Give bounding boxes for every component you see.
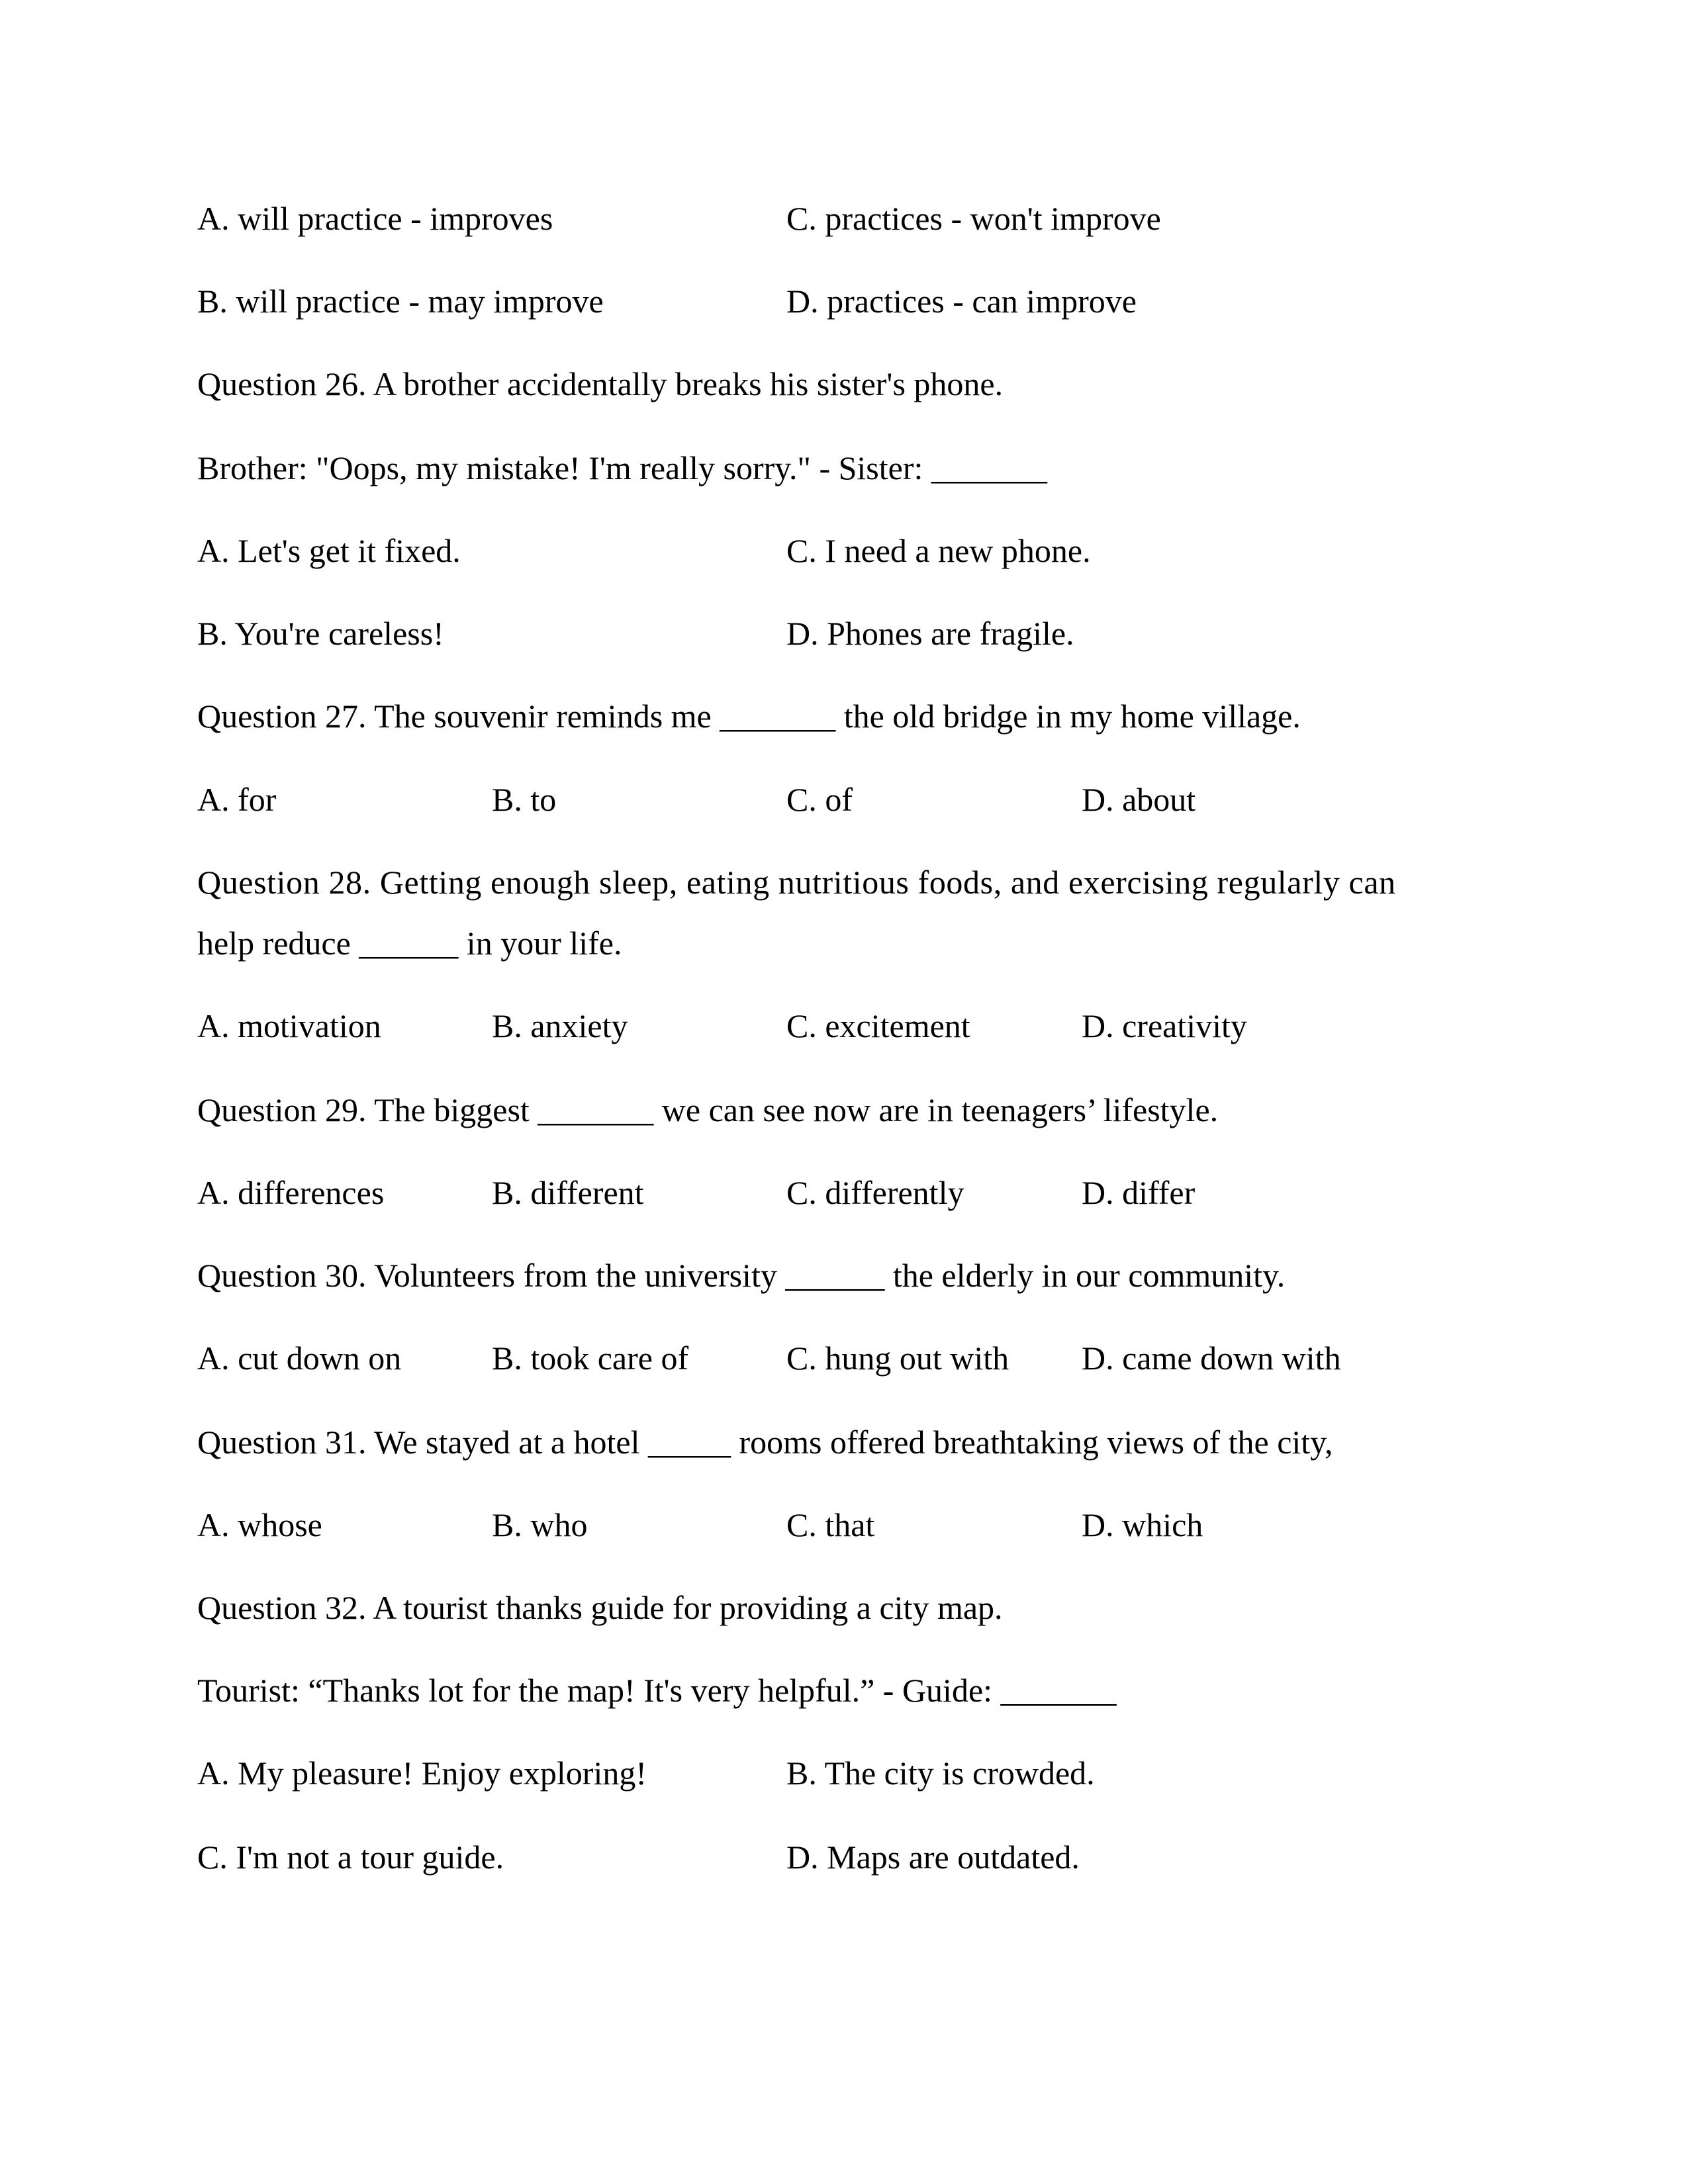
q27-option-b: B. to (492, 781, 557, 818)
q25-option-c: C. practices - won't improve (786, 200, 1161, 237)
q31-option-a: A. whose (197, 1506, 322, 1543)
q28-option-b: B. anxiety (492, 1007, 628, 1044)
question-26-stem: Question 26. A brother accidentally breaks his sister's phone. (197, 365, 1004, 402)
q26-option-a: A. Let's get it fixed. (197, 532, 461, 569)
question-32-dialogue: Tourist: “Thanks lot for the map! It's very helpful.” - Guide: _______ (197, 1672, 1117, 1709)
question-30-stem: Question 30. Volunteers from the university ______ the elderly in our community. (197, 1257, 1286, 1294)
q28-option-a: A. motivation (197, 1007, 381, 1044)
question-26-dialogue: Brother: "Oops, my mistake! I'm really sorry." - Sister: _______ (197, 449, 1047, 486)
q30-option-a: A. cut down on (197, 1340, 402, 1377)
q32-option-b: B. The city is crowded. (786, 1754, 1095, 1792)
q27-option-d: D. about (1082, 781, 1196, 818)
q25-option-d: D. practices - can improve (786, 283, 1137, 320)
question-31-stem: Question 31. We stayed at a hotel _____ rooms offered breathtaking views of the city, (197, 1424, 1333, 1461)
q31-option-c: C. that (786, 1506, 875, 1543)
q25-option-a: A. will practice - improves (197, 200, 553, 237)
q29-option-c: C. differently (786, 1174, 964, 1211)
q32-option-c: C. I'm not a tour guide. (197, 1839, 504, 1876)
q32-option-a: A. My pleasure! Enjoy exploring! (197, 1754, 647, 1792)
q26-option-b: B. You're careless! (197, 615, 444, 652)
question-27-stem: Question 27. The souvenir reminds me _______ the old bridge in my home village. (197, 698, 1301, 735)
q28-option-c: C. excitement (786, 1007, 970, 1044)
q29-option-b: B. different (492, 1174, 644, 1211)
q29-option-d: D. differ (1082, 1174, 1196, 1211)
question-29-stem: Question 29. The biggest _______ we can see now are in teenagers’ lifestyle. (197, 1091, 1219, 1128)
question-28-stem-line1: Question 28. Getting enough sleep, eating nutritious foods, and exercising regularly can (197, 864, 1396, 901)
q30-option-d: D. came down with (1082, 1340, 1341, 1377)
q30-option-b: B. took care of (492, 1340, 689, 1377)
q29-option-a: A. differences (197, 1174, 385, 1211)
q27-option-c: C. of (786, 781, 853, 818)
q31-option-b: B. who (492, 1506, 588, 1543)
question-32-stem: Question 32. A tourist thanks guide for providing a city map. (197, 1589, 1003, 1626)
q25-option-b: B. will practice - may improve (197, 283, 604, 320)
q31-option-d: D. which (1082, 1506, 1203, 1543)
q27-option-a: A. for (197, 781, 277, 818)
q30-option-c: C. hung out with (786, 1340, 1009, 1377)
q26-option-c: C. I need a new phone. (786, 532, 1091, 569)
q26-option-d: D. Phones are fragile. (786, 615, 1074, 652)
q28-option-d: D. creativity (1082, 1007, 1247, 1044)
q32-option-d: D. Maps are outdated. (786, 1839, 1080, 1876)
question-28-stem-line2: help reduce ______ in your life. (197, 925, 622, 962)
